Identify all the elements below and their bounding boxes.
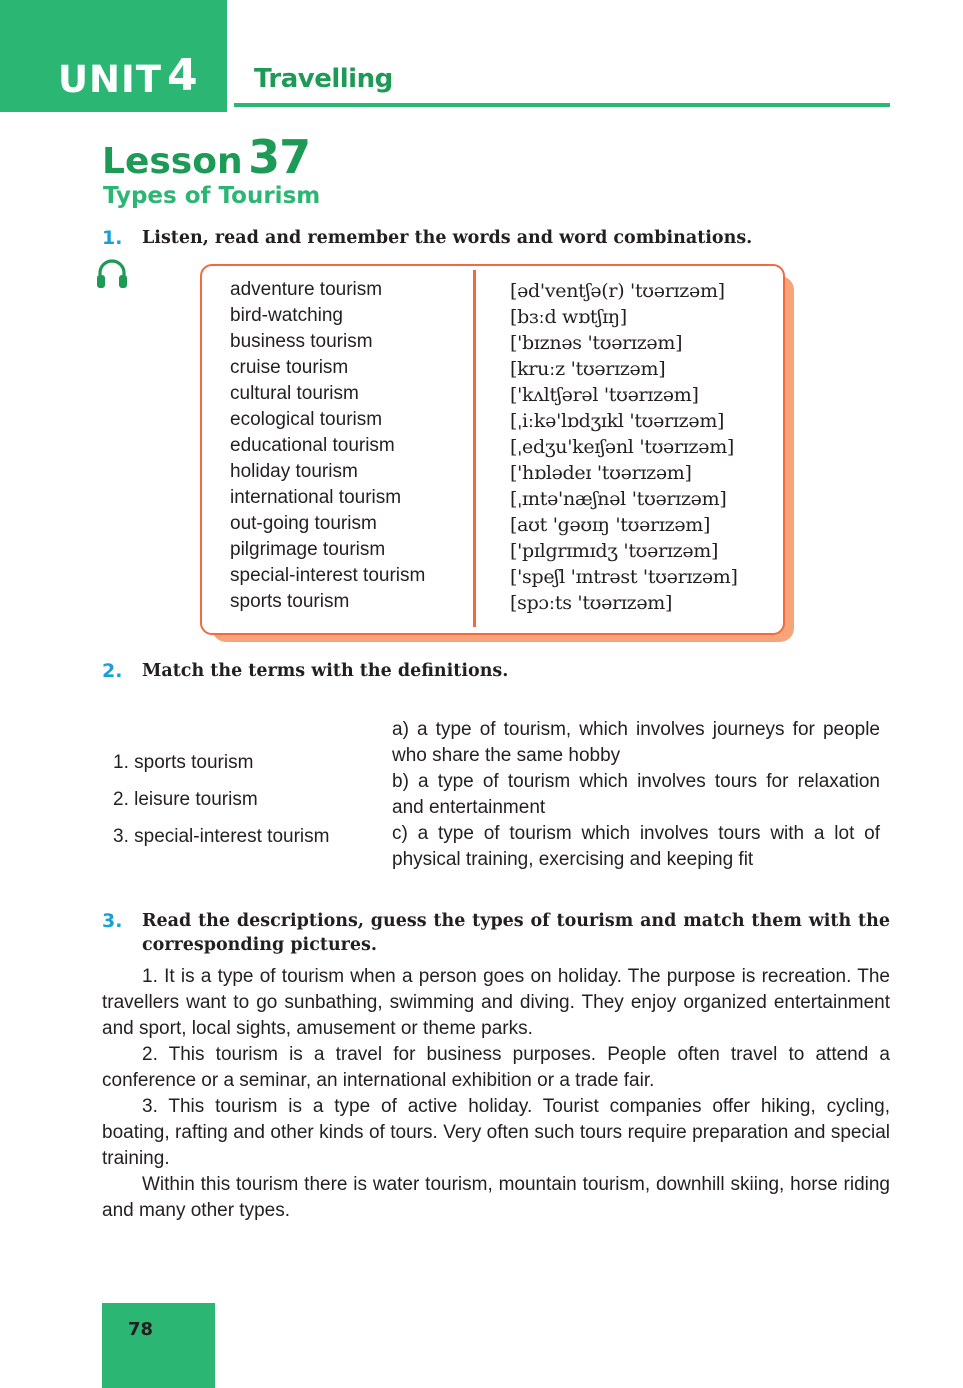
vocabulary-word: out-going tourism <box>230 513 377 534</box>
unit-badge <box>0 0 227 112</box>
vocabulary-word: international tourism <box>230 487 402 508</box>
vocabulary-word: cultural tourism <box>230 383 359 404</box>
task-1-instruction: Listen, read and remember the words and word combinations. <box>142 228 753 248</box>
task-1-number: 1. <box>102 227 123 249</box>
task-2-instruction: Match the terms with the definitions. <box>142 661 509 681</box>
page-number: 78 <box>128 1319 154 1340</box>
lesson-number: 37 <box>248 130 311 184</box>
lesson-heading <box>102 130 310 184</box>
reading-paragraph: 3. This tourism is a type of active holiday. Tourist companies offer hiking, cycling, boating, rafting and other kinds of tours. Very often such tours require preparation and special training. <box>102 1096 890 1169</box>
task-2-number: 2. <box>102 660 123 682</box>
transcription: [ˌiːkə'lɒdʒɪkl 'tʊərɪzəm] <box>510 410 725 432</box>
vocabulary-word: cruise tourism <box>230 357 349 378</box>
definitions-list <box>392 717 880 873</box>
reading-text <box>102 964 890 1224</box>
lesson-label: Lesson <box>102 141 243 182</box>
vocabulary-word: special-interest tourism <box>230 565 426 586</box>
vocabulary-word: sports tourism <box>230 591 350 612</box>
header-divider <box>234 103 890 107</box>
transcription: [kruːz 'tʊərɪzəm] <box>510 358 666 380</box>
term-item: 1. sports tourism <box>113 752 254 773</box>
transcription: [ˌedʒu'keɪʃənl 'tʊərɪzəm] <box>510 436 735 458</box>
vocabulary-word: pilgrimage tourism <box>230 539 386 560</box>
unit-number: 4 <box>167 50 198 101</box>
task-3-number: 3. <box>102 910 123 932</box>
reading-paragraph: 2. This tourism is a travel for business purposes. People often travel to attend a conference or a seminar, an international exhibition or a trade fair. <box>102 1044 890 1091</box>
vocabulary-word: ecological tourism <box>230 409 383 430</box>
vocabulary-word: adventure tourism <box>230 279 383 300</box>
page-number-badge <box>102 1303 215 1388</box>
vocabulary-word: educational tourism <box>230 435 395 456</box>
transcription: ['kʌltʃərəl 'tʊərɪzəm] <box>510 384 699 406</box>
transcription: [aʊt 'gəʊɪŋ 'tʊərɪzəm] <box>510 514 711 536</box>
terms-list <box>113 744 329 855</box>
transcription: ['pɪlgrɪmɪdʒ 'tʊərɪzəm] <box>510 540 719 562</box>
transcription: ['bɪznəs 'tʊərɪzəm] <box>510 332 683 354</box>
transcription: ['speʃl 'ɪntrəst 'tʊərɪzəm] <box>510 566 738 588</box>
transcription: [bɜːd wɒtʃɪŋ] <box>510 306 627 328</box>
transcription-list <box>510 278 738 616</box>
vocabulary-word: bird-watching <box>230 305 343 326</box>
definition-item: a) a type of tourism, which involves journeys for people who share the same hobby <box>392 719 880 766</box>
lesson-subtitle: Types of Tourism <box>103 183 321 209</box>
unit-label: UNIT <box>58 58 163 101</box>
vocabulary-word: holiday tourism <box>230 461 358 482</box>
vocabulary-word-list <box>230 277 425 615</box>
term-item: 2. leisure tourism <box>113 789 258 810</box>
task-3-instruction: Read the descriptions, guess the types of tourism and match them with the corresponding pictures. <box>142 911 890 955</box>
transcription: [ˌɪntə'næʃnəl 'tʊərɪzəm] <box>510 488 727 510</box>
transcription: ['hɒlədeɪ 'tʊərɪzəm] <box>510 462 692 484</box>
reading-paragraph: Within this tourism there is water tourism, mountain tourism, downhill skiing, horse riding and many other types. <box>102 1174 890 1221</box>
transcription: [spɔːts 'tʊərɪzəm] <box>510 592 673 614</box>
unit-title: Travelling <box>254 64 393 94</box>
reading-paragraph: 1. It is a type of tourism when a person goes on holiday. The purpose is recreation. The travellers want to go sunbathing, swimming and diving. They enjoy organized entertainment and sport, local sights, amusement or theme parks. <box>102 966 890 1039</box>
definition-item: c) a type of tourism which involves tours with a lot of physical training, exercising and keeping fit <box>392 823 880 870</box>
term-item: 3. special-interest tourism <box>113 826 330 847</box>
vocabulary-word: business tourism <box>230 331 373 352</box>
vocabulary-divider <box>473 270 476 627</box>
headphones-icon[interactable] <box>95 258 129 290</box>
definition-item: b) a type of tourism which involves tours for relaxation and entertainment <box>392 771 880 818</box>
transcription: [əd'ventʃə(r) 'tʊərɪzəm] <box>510 280 725 302</box>
